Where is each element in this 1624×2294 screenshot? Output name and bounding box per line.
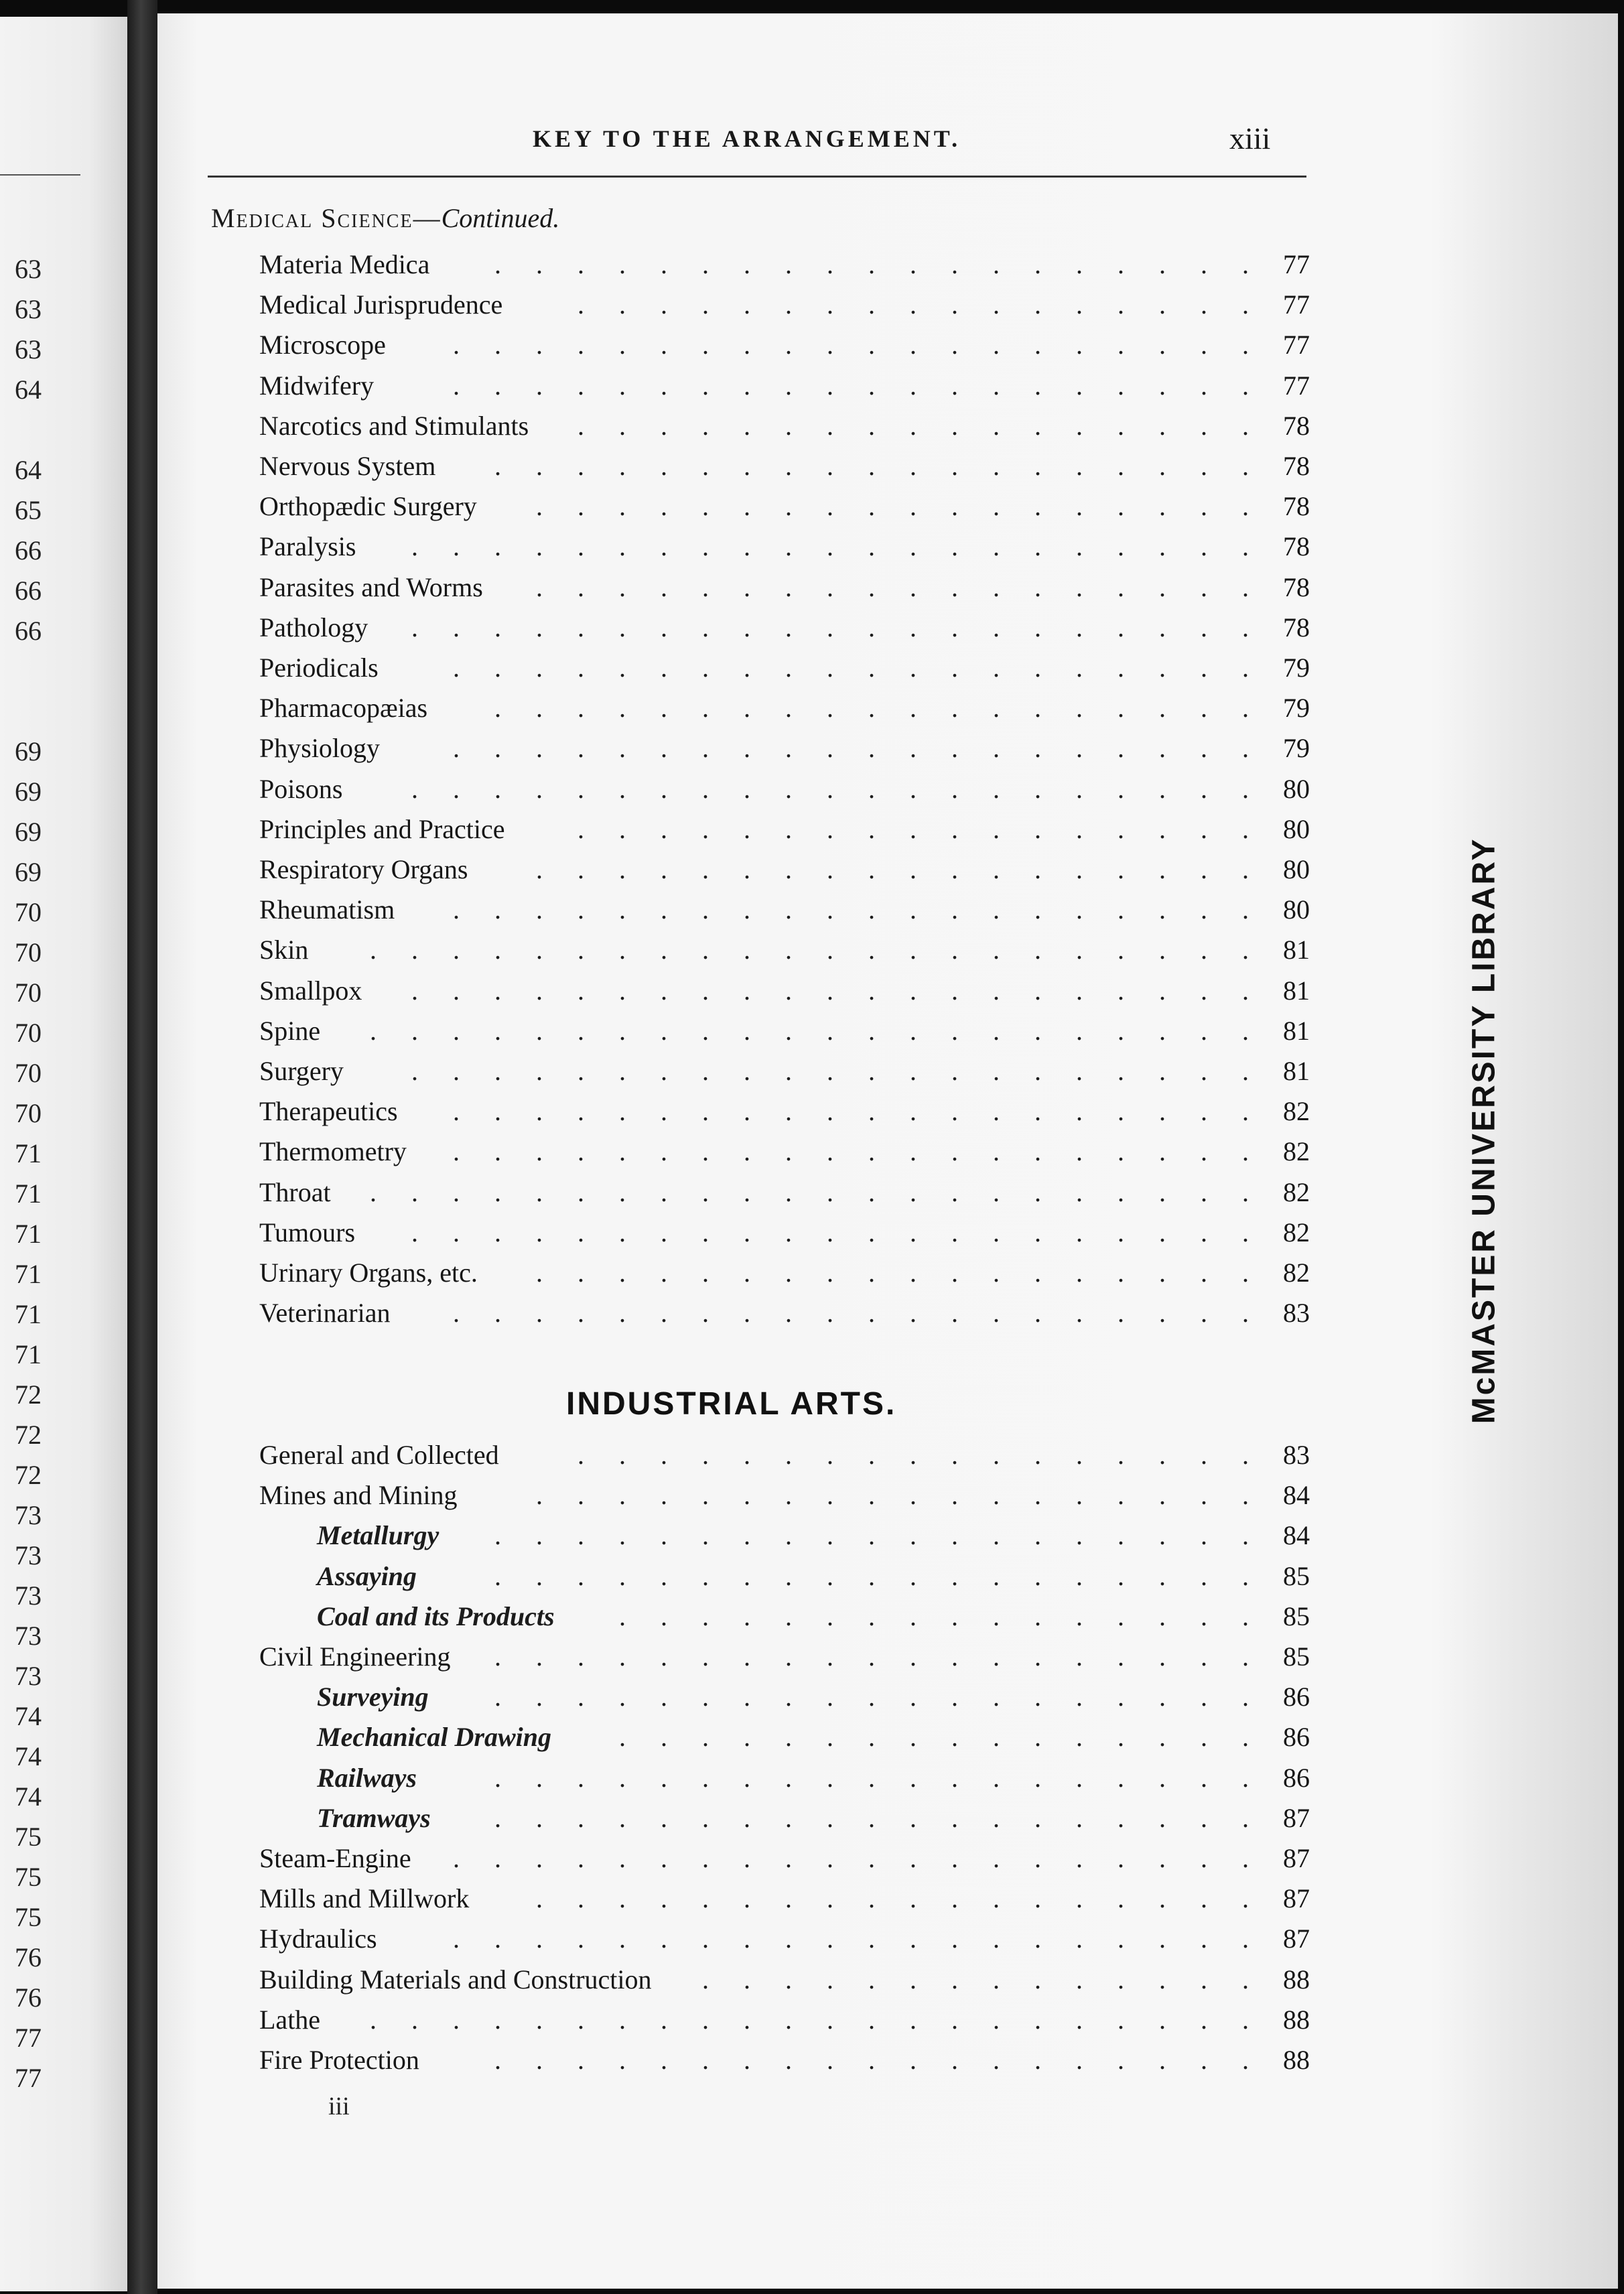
index-entry: Parasites and Worms . . . . . . . . . . . . . . . . . . 78 [157,567,1310,608]
entry-label: Nervous System [259,451,436,481]
medical-science-heading [211,202,559,234]
facing-page-number: 75 [15,1862,42,1892]
facing-page-number: 77 [15,2023,42,2053]
entry-label: Surgery [259,1056,344,1086]
entry-page-number: 78 [1283,531,1310,562]
industrial-arts-heading: INDUSTRIAL ARTS. [566,1386,897,1422]
signature-folio: iii [328,2092,350,2120]
entry-label: Narcotics and Stimulants [259,410,529,441]
index-entry: Paralysis . . . . . . . . . . . . . . . . . . . . . 78 [157,527,1310,567]
entry-label: Physiology [259,733,381,764]
entry-page-number: 81 [1283,1056,1310,1086]
entry-label: Tumours [259,1217,356,1247]
entry-label: Pathology [259,612,368,643]
entry-page-number: 78 [1283,491,1310,522]
entry-page-number: 81 [1283,935,1310,965]
entry-label: Spine [259,1015,321,1046]
entry-page-number: 86 [1283,1762,1310,1793]
facing-page-number: 63 [15,334,42,364]
entry-label: Paralysis [259,531,356,562]
entry-page-number: 88 [1283,2004,1310,2035]
entry-page-number: 77 [1283,289,1310,320]
entry-page-number: 87 [1283,1802,1310,1833]
facing-page-number: 72 [15,1379,42,1410]
facing-page-number: 64 [15,375,42,405]
facing-page-number: 65 [15,495,42,525]
entry-label: Respiratory Organs [259,854,468,884]
entry-label: Principles and Practice [259,813,505,844]
entry-page-number: 82 [1283,1258,1310,1288]
index-entry: Railways . . . . . . . . . . . . . . . . . . . 86 [157,1758,1310,1798]
facing-page-number: 75 [15,1902,42,1932]
facing-page-number: 63 [15,294,42,324]
facing-page-number: 66 [15,576,42,606]
index-entry: Therapeutics . . . . . . . . . . . . . . . . . . . . 82 [157,1091,1310,1132]
facing-page-number: 75 [15,1822,42,1852]
entry-label: Thermometry [259,1136,407,1167]
index-entry: Metallurgy . . . . . . . . . . . . . . . . . . . 84 [157,1515,1310,1556]
facing-page-number: 73 [15,1661,42,1691]
entry-page-number: 81 [1283,975,1310,1006]
entry-label: Materia Medica [259,249,430,279]
index-entry: Respiratory Organs . . . . . . . . . . . . . . . . . . 80 [157,850,1310,890]
facing-page-number: 74 [15,1741,42,1771]
section-title: Medical Science— [211,203,442,233]
entry-page-number: 78 [1283,571,1310,602]
index-entry: Physiology . . . . . . . . . . . . . . . . . . . . 79 [157,728,1310,768]
entry-page-number: 81 [1283,1015,1310,1046]
index-entry: Hydraulics . . . . . . . . . . . . . . . . . . . . 87 [157,1919,1310,1959]
entry-page-number: 77 [1283,370,1310,401]
running-title: KEY TO THE ARRANGEMENT. [533,125,961,152]
facing-page-number: 77 [15,2063,42,2093]
entry-page-number: 87 [1283,1883,1310,1914]
index-entry: Mechanical Drawing . . . . . . . . . . . . . . . . 86 [157,1717,1310,1757]
facing-page-number: 72 [15,1460,42,1490]
entry-label: Tramways [317,1802,431,1833]
facing-page-number: 74 [15,1781,42,1812]
library-stamp [1457,804,1511,1474]
index-entry: Mines and Mining . . . . . . . . . . . . . . . . . . 84 [157,1475,1310,1515]
facing-page-number: 63 [15,254,42,284]
page-number: xiii [1229,121,1271,155]
facing-page-number-column [0,17,127,2291]
index-entry: Surgery . . . . . . . . . . . . . . . . . . . . . 81 [157,1051,1310,1091]
entry-label: Lathe [259,2004,321,2035]
entry-page-number: 86 [1283,1722,1310,1753]
library-stamp-text: McMASTER UNIVERSITY LIBRARY [1466,837,1502,1424]
entry-page-number: 80 [1283,813,1310,844]
entry-label: Smallpox [259,975,362,1006]
facing-page-number: 70 [15,1098,42,1128]
entry-label: Mills and Millwork [259,1883,470,1914]
index-entry: Steam-Engine . . . . . . . . . . . . . . . . . . . . 87 [157,1838,1310,1879]
facing-page-number: 76 [15,1942,42,1972]
entry-page-number: 77 [1283,330,1310,360]
entry-label: Periodicals [259,653,379,683]
entry-page-number: 82 [1283,1096,1310,1127]
index-entry: Surveying . . . . . . . . . . . . . . . . . . . 86 [157,1677,1310,1717]
running-head [157,13,1497,155]
index-entry: Materia Medica . . . . . . . . . . . . . . . . . . . 77 [157,245,1310,285]
index-entry: General and Collected . . . . . . . . . . . . . . . . . 83 [157,1435,1310,1475]
facing-page-number: 74 [15,1701,42,1731]
entry-label: Assaying [317,1560,417,1591]
index-page [157,13,1618,2289]
facing-page-number: 71 [15,1219,42,1249]
entry-label: General and Collected [259,1440,499,1470]
facing-page-number: 64 [15,455,42,485]
index-entry: Pathology . . . . . . . . . . . . . . . . . . . . . 78 [157,608,1310,648]
entry-page-number: 79 [1283,653,1310,683]
index-entry: Nervous System . . . . . . . . . . . . . . . . . . . 78 [157,446,1310,486]
facing-page-number: 66 [15,535,42,565]
index-entry: Narcotics and Stimulants . . . . . . . . . . . . . . . . . 78 [157,406,1310,446]
entry-page-number: 84 [1283,1480,1310,1511]
facing-page-number: 71 [15,1259,42,1289]
entry-label: Building Materials and Construction [259,1964,652,1995]
facing-page-number: 73 [15,1500,42,1530]
entry-label: Poisons [259,773,343,804]
entry-label: Rheumatism [259,894,395,925]
index-entry: Poisons . . . . . . . . . . . . . . . . . . . . . 80 [157,769,1310,809]
facing-page-number: 70 [15,1058,42,1088]
entry-page-number: 85 [1283,1560,1310,1591]
entry-label: Coal and its Products [317,1601,555,1631]
index-entry: Tramways . . . . . . . . . . . . . . . . . . . 87 [157,1798,1310,1838]
entry-page-number: 85 [1283,1601,1310,1631]
index-entry: Midwifery . . . . . . . . . . . . . . . . . . . . 77 [157,366,1310,406]
facing-page-number: 71 [15,1138,42,1168]
entry-label: Medical Jurisprudence [259,289,503,320]
index-entry: Throat . . . . . . . . . . . . . . . . . . . . . . 82 [157,1172,1310,1213]
entry-label: Skin [259,935,309,965]
continued-label: Continued. [441,203,560,233]
index-entry: Thermometry . . . . . . . . . . . . . . . . . . . . 82 [157,1132,1310,1172]
facing-page-number: 71 [15,1339,42,1369]
entry-page-number: 82 [1283,1217,1310,1247]
index-entry: Lathe . . . . . . . . . . . . . . . . . . . . . . 88 [157,2000,1310,2040]
entry-page-number: 88 [1283,2045,1310,2075]
index-entry: Medical Jurisprudence . . . . . . . . . . . . . . . . . 77 [157,285,1310,325]
binding-gutter [127,0,157,2294]
entry-page-number: 82 [1283,1136,1310,1167]
facing-page-number: 69 [15,777,42,807]
facing-page-number: 70 [15,977,42,1008]
index-entry: Periodicals . . . . . . . . . . . . . . . . . . . . 79 [157,648,1310,688]
facing-page-number: 71 [15,1178,42,1209]
index-entry: Smallpox . . . . . . . . . . . . . . . . . . . . . 81 [157,971,1310,1011]
facing-page-number: 69 [15,857,42,887]
index-entry: Rheumatism . . . . . . . . . . . . . . . . . . . . 80 [157,890,1310,930]
entry-label: Pharmacopæias [259,693,428,724]
entry-label: Hydraulics [259,1924,377,1954]
facing-page-number: 69 [15,817,42,847]
index-entry: Pharmacopæias . . . . . . . . . . . . . . . . . . . 79 [157,688,1310,728]
index-entry: Civil Engineering . . . . . . . . . . . . . . . . . . . 85 [157,1637,1310,1677]
entry-label: Surveying [317,1682,429,1712]
index-entry: Assaying . . . . . . . . . . . . . . . . . . . 85 [157,1556,1310,1597]
entry-label: Urinary Organs, etc. [259,1258,478,1288]
entry-label: Steam-Engine [259,1843,411,1873]
index-entry: Coal and its Products . . . . . . . . . . . . . . . . 85 [157,1597,1310,1637]
index-entry: Principles and Practice . . . . . . . . . . . . . . . . . 80 [157,809,1310,850]
entry-page-number: 80 [1283,854,1310,884]
entry-page-number: 77 [1283,249,1310,279]
entry-label: Fire Protection [259,2045,419,2075]
entry-label: Orthopædic Surgery [259,491,477,522]
entry-page-number: 83 [1283,1440,1310,1470]
facing-page-number: 69 [15,736,42,766]
facing-page-number: 73 [15,1621,42,1651]
entry-label: Mechanical Drawing [317,1722,552,1753]
entry-page-number: 87 [1283,1924,1310,1954]
entry-page-number: 87 [1283,1843,1310,1873]
entry-page-number: 78 [1283,410,1310,441]
entry-page-number: 78 [1283,612,1310,643]
entry-label: Civil Engineering [259,1641,451,1672]
entry-label: Veterinarian [259,1298,391,1329]
index-entry: Tumours . . . . . . . . . . . . . . . . . . . . . 82 [157,1213,1310,1253]
entry-label: Mines and Mining [259,1480,458,1511]
facing-page-number: 73 [15,1540,42,1570]
index-entry: Mills and Millwork . . . . . . . . . . . . . . . . . . 87 [157,1879,1310,1919]
facing-page-number: 70 [15,937,42,967]
entry-page-number: 80 [1283,773,1310,804]
index-entry: Spine . . . . . . . . . . . . . . . . . . . . . . 81 [157,1011,1310,1051]
index-entry: Microscope . . . . . . . . . . . . . . . . . . . . 77 [157,325,1310,365]
entry-label: Railways [317,1762,417,1793]
facing-page-number: 66 [15,616,42,646]
facing-page-number: 71 [15,1299,42,1329]
entry-label: Parasites and Worms [259,571,483,602]
facing-page-number: 73 [15,1580,42,1611]
facing-page-number: 76 [15,1982,42,2013]
entry-label: Throat [259,1176,331,1207]
entry-page-number: 83 [1283,1298,1310,1329]
entry-page-number: 88 [1283,1964,1310,1995]
header-rule [208,176,1306,178]
facing-page-number: 70 [15,897,42,927]
entry-page-number: 79 [1283,733,1310,764]
entry-page-number: 78 [1283,451,1310,481]
entry-page-number: 84 [1283,1520,1310,1551]
index-entry: Skin . . . . . . . . . . . . . . . . . . . . . . 81 [157,930,1310,970]
entry-label: Therapeutics [259,1096,398,1127]
index-entry: Urinary Organs, etc. . . . . . . . . . . . . . . . . . . 82 [157,1253,1310,1293]
entry-label: Midwifery [259,370,375,401]
facing-page-fragment [0,17,127,2291]
index-entry: Orthopædic Surgery . . . . . . . . . . . . . . . . . . 78 [157,486,1310,527]
facing-page-number: 70 [15,1018,42,1048]
index-entry: Fire Protection . . . . . . . . . . . . . . . . . . . 88 [157,2040,1310,2080]
facing-page-number: 72 [15,1420,42,1450]
entry-page-number: 86 [1283,1682,1310,1712]
entry-page-number: 82 [1283,1176,1310,1207]
entry-page-number: 79 [1283,693,1310,724]
entry-page-number: 80 [1283,894,1310,925]
index-entry: Veterinarian . . . . . . . . . . . . . . . . . . . . 83 [157,1293,1310,1333]
entry-label: Microscope [259,330,386,360]
index-entry: Building Materials and Construction . . . . . . . . . . . . . . 88 [157,1960,1310,2000]
entry-page-number: 85 [1283,1641,1310,1672]
entry-label: Metallurgy [317,1520,439,1551]
